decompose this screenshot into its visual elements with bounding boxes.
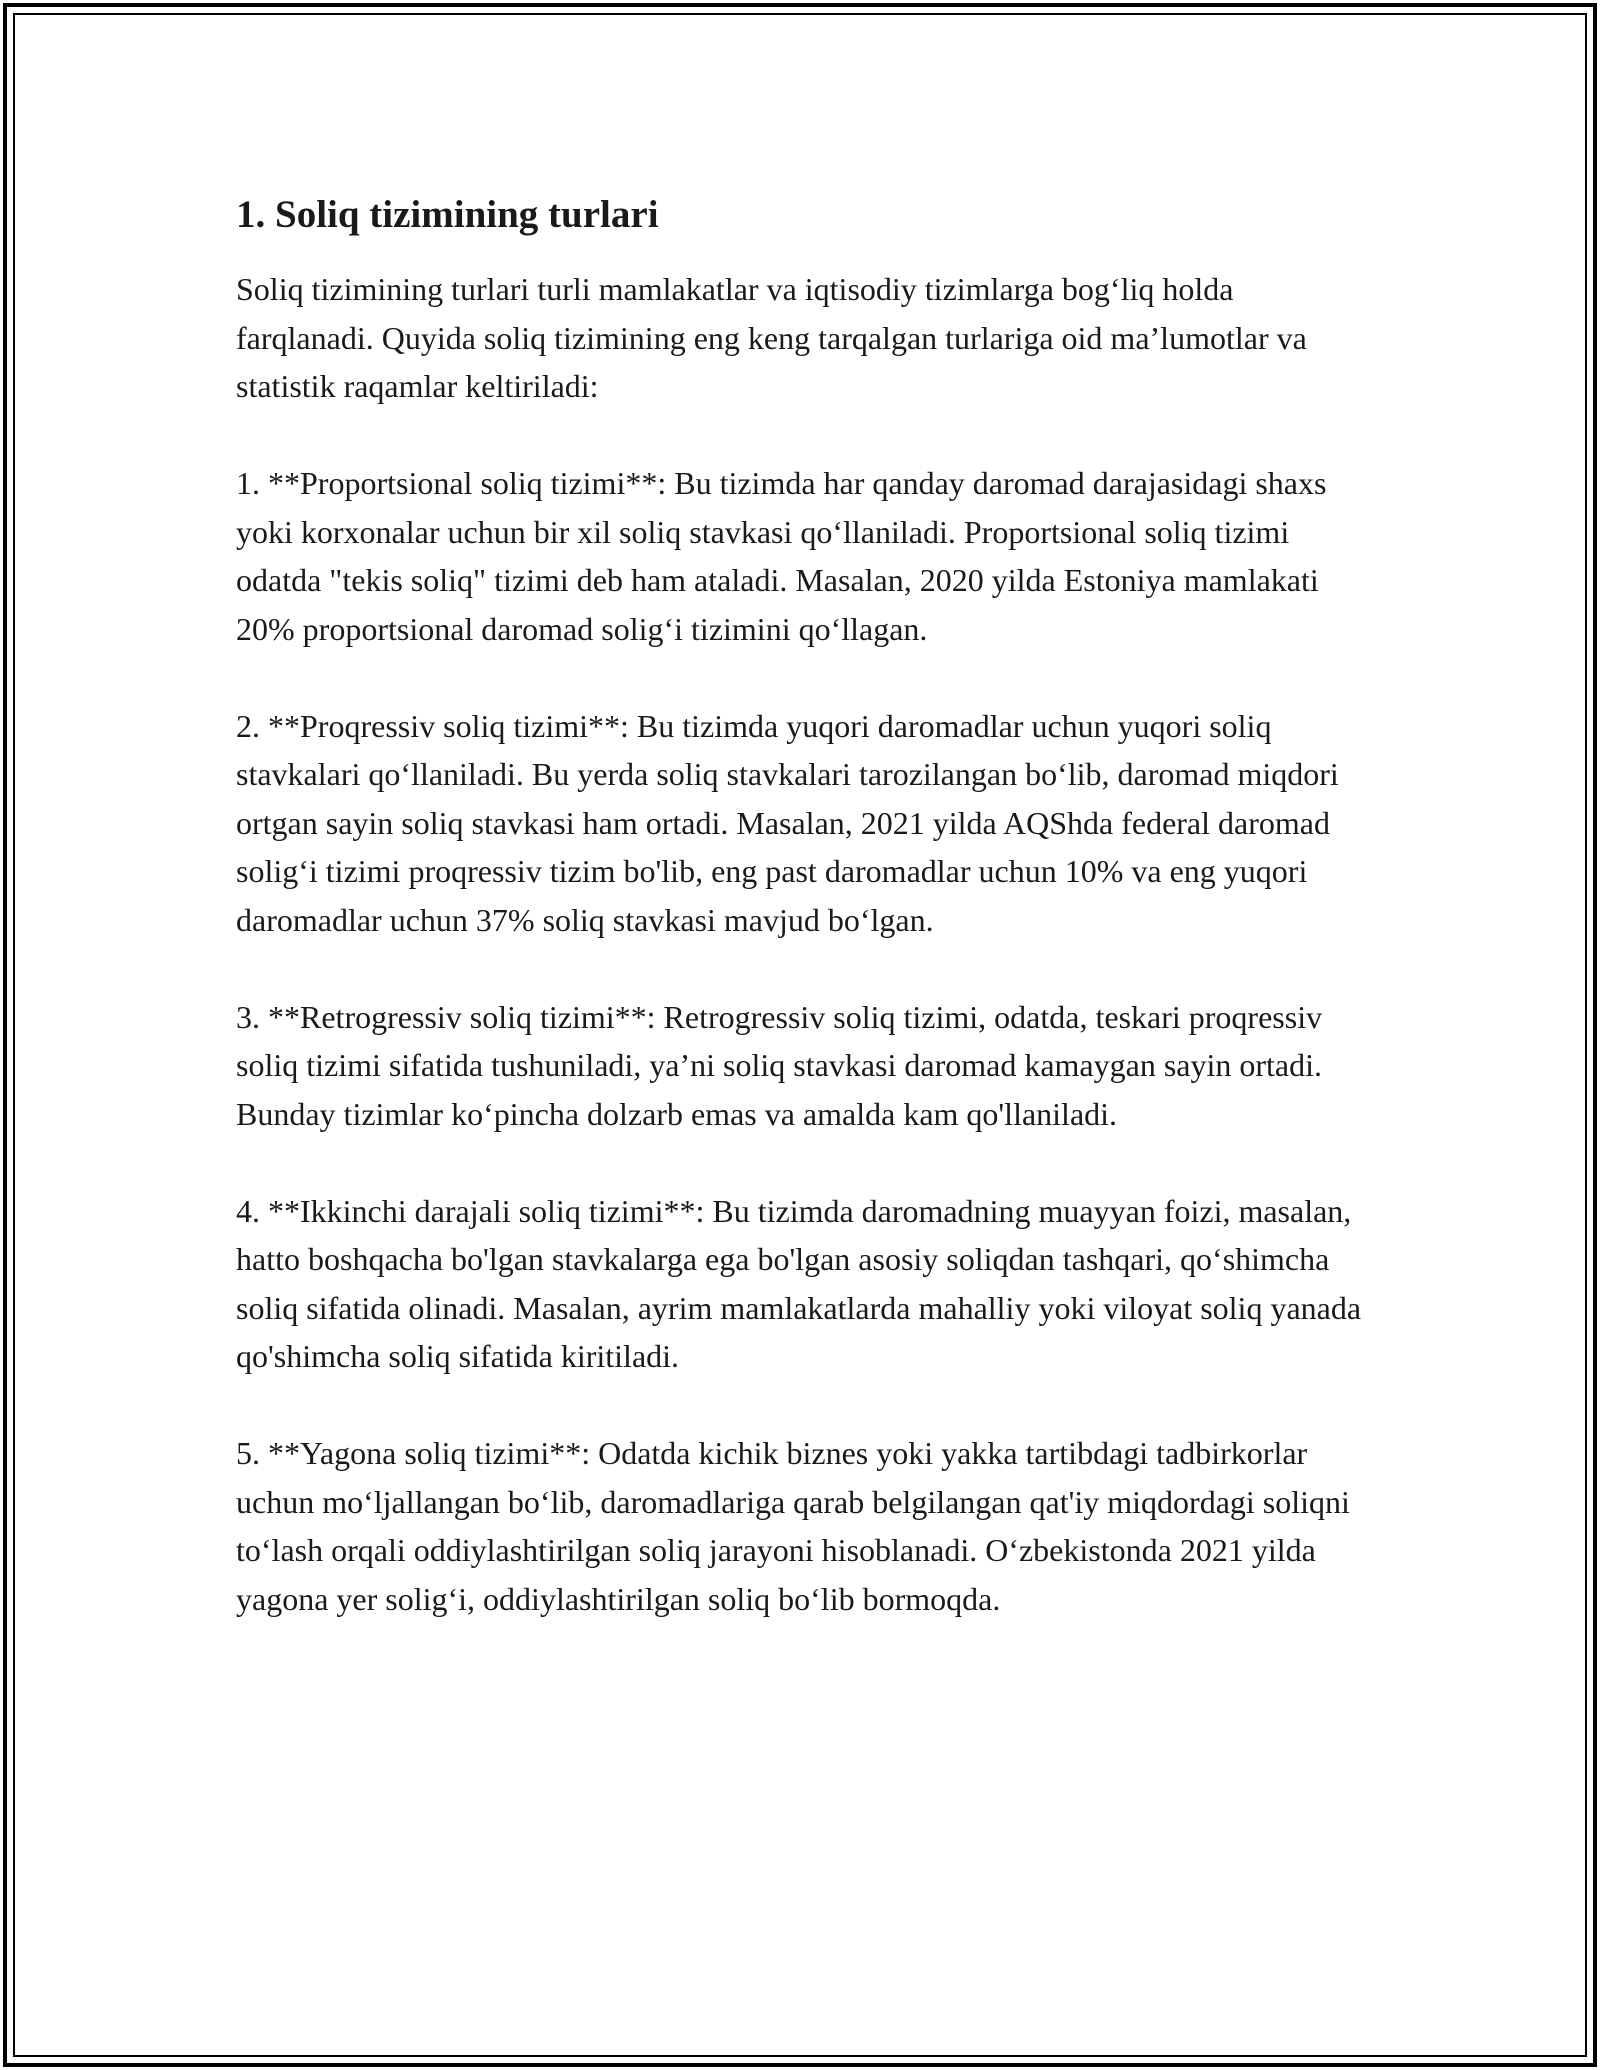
- paragraph-spacer: [236, 411, 1366, 460]
- intro-paragraph: Soliq tizimining turlari turli mamlakatlar va iqtisodiy tizimlarga bog‘liq holda farqlanadi. Quyida soliq tizimining eng keng tarqalgan turlariga oid ma’lumotlar va statistik raqamlar keltiriladi:: [236, 271, 1315, 404]
- list-item-regressive: 3. **Retrogressiv soliq tizimi**: Retrogressiv soliq tizimi, odatda, teskari proqressiv soliq tizimi sifatida tushuniladi, ya’ni soliq stavkasi daromad kamaygan sayin ortadi. Bunday tizimlar ko‘pincha dolzarb emas va amalda kam qo'llaniladi.: [236, 998, 1331, 1132]
- list-item-proportional: 1. **Proportsional soliq tizimi**: Bu tizimda har qanday daromad darajasidagi shaxs yoki korxonalar uchun bir xil soliq stavkasi qo‘llaniladi. Proportsional soliq tizimi odatda "tekis soliq" tizimi deb ham ataladi. Masalan, 2020 yilda Estoniya mamlakati 20% proportsional daromad solig‘i tizimini qo‘llagan.: [236, 465, 1335, 647]
- list-item-second-level: 4. **Ikkinchi darajali soliq tizimi**: Bu tizimda daromadning muayyan foizi, masalan, hatto boshqacha bo'lgan stavkalarga ega bo'lgan asosiy soliqdan tashqari, qo‘shimcha soliq sifatida olinadi. Masalan, ayrim mamlakatlarda mahalliy yoki viloyat soliq yanada qo'shimcha soliq sifatida kiritiladi.: [236, 1192, 1370, 1374]
- paragraph-spacer: [236, 653, 1366, 702]
- paragraph-spacer: [236, 944, 1366, 993]
- paragraph-spacer: [236, 1381, 1366, 1430]
- section-title: 1. Soliq tizimining turlari: [236, 193, 659, 236]
- paragraph-spacer: [236, 1138, 1366, 1187]
- document-body: [236, 185, 1370, 1623]
- list-item-single-tax: 5. **Yagona soliq tizimi**: Odatda kichik biznes yoki yakka tartibdagi tadbirkorlar uchun mo‘ljallangan bo‘lib, daromadlariga qarab belgilangan qat'iy miqdordagi soliqni to‘lash orqali oddiylashtirilgan soliq jarayoni hisoblanadi. O‘zbekistonda 2021 yilda yagona yer solig‘i, oddiylashtirilgan soliq bo‘lib bormoqda.: [236, 1435, 1358, 1617]
- list-item-progressive: 2. **Proqressiv soliq tizimi**: Bu tizimda yuqori daromadlar uchun yuqori soliq stavkalari qo‘llaniladi. Bu yerda soliq stavkalari tarozilangan bo‘lib, daromad miqdori ortgan sayin soliq stavkasi ham ortadi. Masalan, 2021 yilda AQShda federal daromad solig‘i tizimi proqressiv tizim bo'lib, eng past daromadlar uchun 10% va eng yuqori daromadlar uchun 37% soliq stavkasi mavjud bo‘lgan.: [236, 707, 1347, 938]
